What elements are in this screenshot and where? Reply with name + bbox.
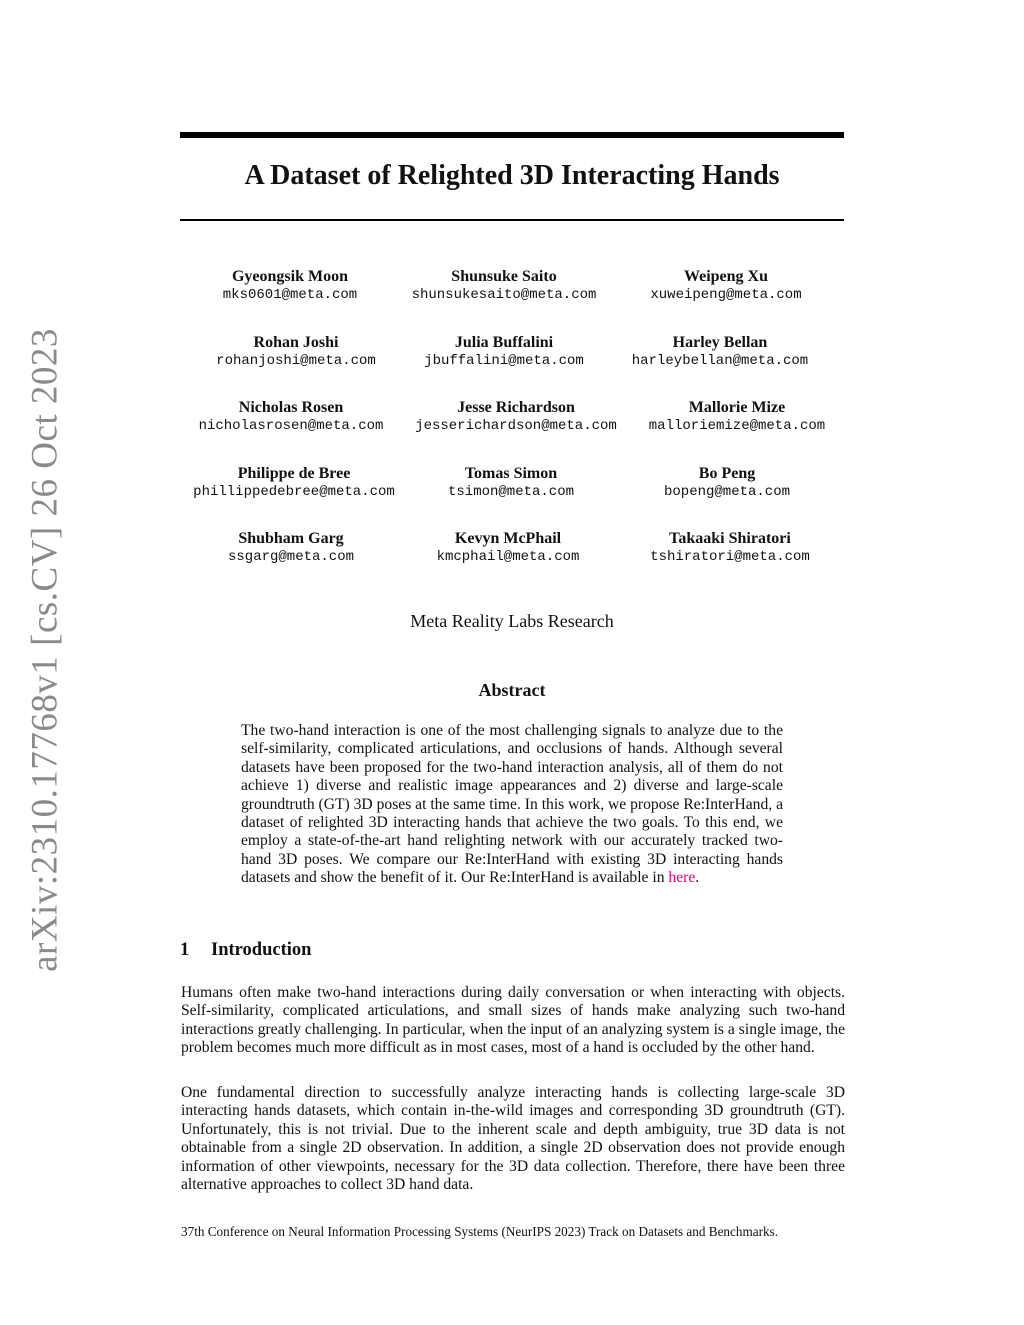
intro-paragraph: Humans often make two-hand interactions during daily conversation or when interacting with objects. Self-similarity, complicated articulations, and small sizes of hands make analyzing such two-hand interactions greatly challenging. In particular, when the input of an analyzing system is a single image, the problem becomes much more difficult as in most cases, most of a hand is occluded by the other hand. [181, 984, 845, 1057]
author-name: Julia Buffalini [454, 334, 554, 351]
author-email: jesserichardson@meta.com [415, 418, 617, 434]
author-email: malloriemize@meta.com [648, 418, 826, 434]
author-block [607, 464, 847, 502]
author-block [176, 333, 416, 371]
author-name: Rohan Joshi [253, 334, 339, 351]
author-block [396, 398, 636, 436]
author-name: Kevyn McPhail [454, 530, 562, 547]
author-email: jbuffalini@meta.com [424, 353, 584, 369]
abstract-heading: Abstract [478, 680, 546, 700]
author-block [610, 529, 850, 567]
author-name: Philippe de Bree [237, 465, 351, 482]
abstract-body-text: The two-hand interaction is one of the most challenging signals to analyze due to the self-similarity, complicated articulations, and occlusions of hands. Although several datasets have been proposed for the two-hand interaction analysis, all of them do not achieve 1) diverse and realistic image appearances and 2) diverse and large-scale groundtruth (GT) 3D poses at the same time. In this work, we propose Re:InterHand, a dataset of relighted 3D interacting hands that achieve the two goals. To this end, we employ a state-of-the-art hand relighting network with our accurately tracked two-hand 3D poses. We compare our Re:InterHand with existing 3D interacting hands datasets and show the benefit of it. Our Re:InterHand is available in [241, 722, 783, 887]
author-email: shunsukesaito@meta.com [411, 287, 597, 303]
author-block [388, 529, 628, 567]
author-block [384, 267, 624, 305]
author-email: phillippedebree@meta.com [193, 484, 395, 500]
abstract-end: . [695, 869, 700, 887]
section-heading [180, 940, 844, 961]
author-block [606, 267, 846, 305]
author-email: bopeng@meta.com [663, 484, 791, 500]
author-name: Takaaki Shiratori [669, 530, 791, 547]
author-block [170, 267, 410, 305]
conference-footnote: 37th Conference on Neural Information Processing Systems (NeurIPS 2023) Track on Datasets and Benchmarks. [181, 1224, 778, 1239]
intro-paragraph: One fundamental direction to successfully analyze interacting hands is collecting large-scale 3D interacting hands datasets, which contain in-the-wild images and corresponding 3D groundtruth (GT). Unfortunately, this is not trivial. Due to the inherent scale and depth ambiguity, true 3D data is not obtainable from a single 2D observation. In addition, a single 2D observation does not provide enough information of other viewpoints, necessary for the 3D data collection. Therefore, there have been three alternative approaches to collect 3D hand data. [181, 1084, 845, 1194]
paper-title: A Dataset of Relighted 3D Interacting Hands [244, 160, 780, 191]
author-name: Nicholas Rosen [238, 399, 344, 416]
author-name: Tomas Simon [464, 465, 558, 482]
author-block [171, 529, 411, 567]
author-email: tshiratori@meta.com [650, 549, 810, 565]
author-name: Shubham Garg [238, 530, 344, 547]
author-email: mks0601@meta.com [222, 287, 358, 303]
arxiv-stamp: arXiv:2310.17768v1 [cs.CV] 26 Oct 2023 [24, 328, 66, 972]
author-email: xuweipeng@meta.com [650, 287, 802, 303]
author-email: kmcphail@meta.com [436, 549, 580, 565]
author-name: Shunsuke Saito [451, 268, 557, 285]
author-block [171, 398, 411, 436]
author-block [617, 398, 857, 436]
author-email: nicholasrosen@meta.com [198, 418, 384, 434]
author-block [384, 333, 624, 371]
author-name: Weipeng Xu [683, 268, 768, 285]
author-name: Mallorie Mize [688, 399, 786, 416]
author-block [600, 333, 840, 371]
title-rule-bottom [180, 219, 844, 221]
author-name: Gyeongsik Moon [231, 268, 348, 285]
abstract-text [241, 722, 783, 888]
author-email: rohanjoshi@meta.com [216, 353, 376, 369]
author-block [174, 464, 414, 502]
author-name: Jesse Richardson [457, 399, 575, 416]
affiliation: Meta Reality Labs Research [410, 611, 614, 631]
author-email: ssgarg@meta.com [227, 549, 355, 565]
section-number: 1 [180, 940, 190, 960]
author-block [391, 464, 631, 502]
dataset-link[interactable]: here [668, 869, 696, 887]
author-name: Harley Bellan [672, 334, 768, 351]
author-email: tsimon@meta.com [447, 484, 575, 500]
title-rule-top [180, 132, 844, 138]
author-name: Bo Peng [698, 465, 756, 482]
section-title: Introduction [211, 940, 312, 960]
author-email: harleybellan@meta.com [631, 353, 809, 369]
